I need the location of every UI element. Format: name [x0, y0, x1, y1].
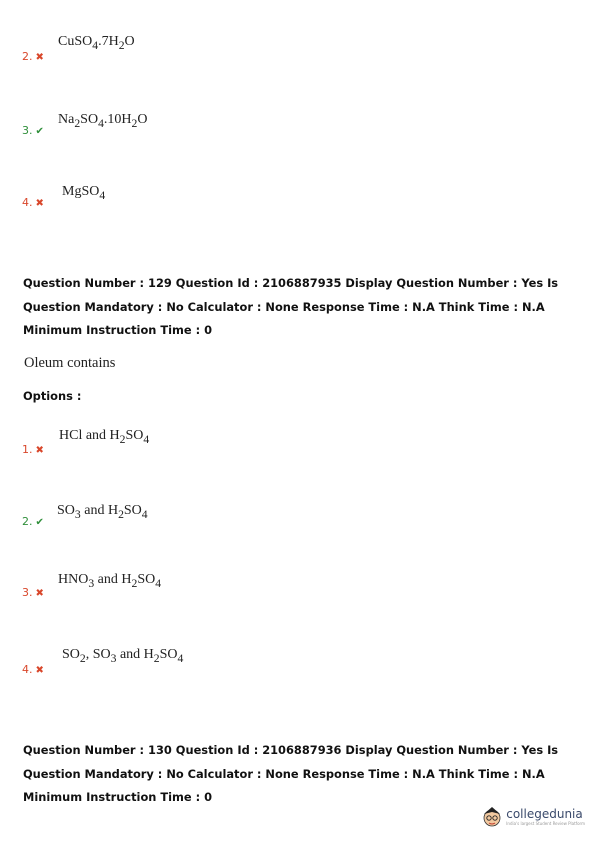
cross-icon: ✖: [35, 52, 44, 63]
q129-option-3-text: $HNO_3$ and $H_2SO_4$: [58, 572, 162, 590]
collegedunia-logo: [481, 804, 585, 828]
q129-option-4-text: $SO_2$, $SO_3$ and $H_2SO_4$: [62, 647, 184, 665]
prev-option-4-number: 4. ✖: [22, 196, 44, 209]
q129-option-4-number: 4. ✖: [22, 663, 44, 676]
cross-icon: ✖: [35, 445, 44, 456]
question-130-meta: Question Number : 130 Question Id : 2106887936 Display Question Number : Yes Is Question Mandatory : No Calculator : None Response Time : N.A Think Time : N.A Minimum Instruction Time : 0: [23, 743, 559, 804]
q129-option-3-number: 3. ✖: [22, 586, 44, 599]
q129-option-1-number: 1. ✖: [22, 443, 44, 456]
options-label: Options :: [23, 389, 82, 403]
logo-name: collegedunia: [506, 806, 583, 821]
cross-icon: ✖: [35, 588, 44, 599]
prev-option-4-formula: MgSO$_4$: [62, 184, 106, 202]
q129-option-1-text: HCl and $H_2SO_4$: [59, 428, 150, 446]
cross-icon: ✖: [35, 665, 44, 676]
prev-option-3-number: 3. ✔: [22, 124, 44, 137]
prev-option-2-number: 2. ✖: [22, 50, 44, 63]
check-icon: ✔: [35, 126, 44, 137]
q129-option-2-text: $SO_3$ and $H_2SO_4$: [57, 503, 148, 521]
logo-tagline: India's largest Student Review Platform: [506, 820, 585, 826]
question-129-meta: Question Number : 129 Question Id : 2106887935 Display Question Number : Yes Is Question Mandatory : No Calculator : None Response Time : N.A Think Time : N.A Minimum Instruction Time : 0: [23, 276, 559, 337]
check-icon: ✔: [35, 517, 44, 528]
cross-icon: ✖: [35, 198, 44, 209]
student-mascot-icon: [481, 804, 503, 828]
prev-option-2-formula: $CuSO_4.7H_2O$: [58, 34, 135, 52]
question-129-text: Oleum contains: [24, 355, 116, 371]
q129-option-2-number: 2. ✔: [22, 515, 44, 528]
prev-option-3-formula: $Na_2SO_4.10H_2O$: [58, 112, 148, 130]
